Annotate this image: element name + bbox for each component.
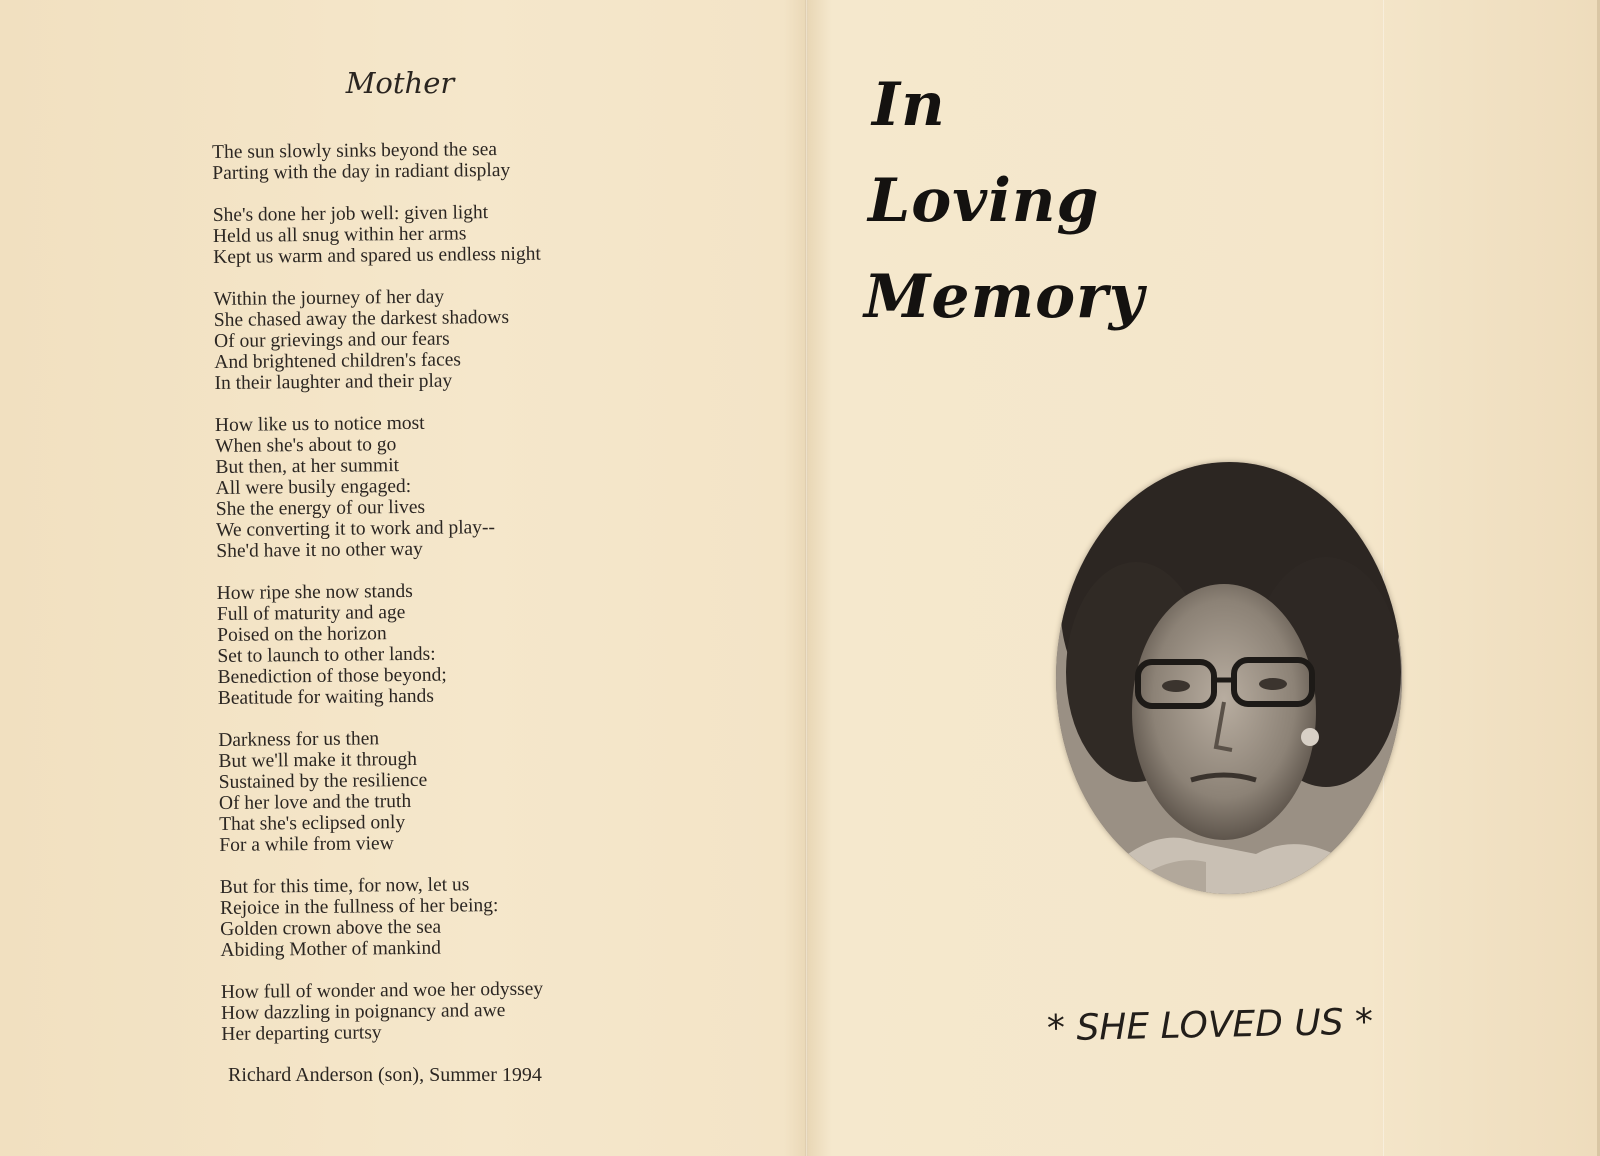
poem-line: Full of maturity and age xyxy=(216,602,406,625)
poem-line: But we'll make it through xyxy=(218,748,418,772)
poem-line: Her departing curtsy xyxy=(221,1022,382,1045)
poem-attribution: Richard Anderson (son), Summer 1994 xyxy=(228,1064,542,1086)
poem-line: In their laughter and their play xyxy=(214,370,453,394)
poem-line: Poised on the horizon xyxy=(217,623,387,646)
poem-line: She's done her job well: given light xyxy=(212,202,489,226)
poem-line: Of our grievings and our fears xyxy=(213,328,450,352)
poem-line: Parting with the day in radiant display xyxy=(212,159,511,184)
poem-line: All were busily engaged: xyxy=(215,475,412,499)
poem-line: Held us all snug within her arms xyxy=(212,223,467,247)
portrait-illustration xyxy=(1056,462,1402,894)
poem-line: Darkness for us then xyxy=(218,728,380,751)
poem-line: Golden crown above the sea xyxy=(220,916,442,940)
poem-stanza xyxy=(215,411,637,562)
poem-line: How dazzling in poignancy and awe xyxy=(221,999,506,1024)
poem-line: Of her love and the truth xyxy=(218,790,412,814)
poem-line: Sustained by the resilience xyxy=(218,769,428,793)
poem-stanza xyxy=(221,978,642,1045)
poem-line: For a while from view xyxy=(219,833,394,856)
poem-line: We converting it to work and play-- xyxy=(215,517,496,541)
cover-title-in: In xyxy=(872,70,946,140)
paper-crease xyxy=(1383,0,1384,1156)
poem-line: The sun slowly sinks beyond the sea xyxy=(212,139,498,163)
poem-line: But then, at her summit xyxy=(215,455,400,478)
poem-stanza xyxy=(218,726,639,856)
poem-line: When she's about to go xyxy=(215,434,397,457)
poem-line: Benediction of those beyond; xyxy=(217,664,447,688)
cover-tagline: * SHE LOVED US * xyxy=(1046,1001,1374,1050)
poem-title: Mother xyxy=(345,66,455,100)
poem-line: She'd have it no other way xyxy=(216,538,423,562)
poem-line: Set to launch to other lands: xyxy=(217,643,436,667)
poem-line: How full of wonder and woe her odyssey xyxy=(220,978,544,1003)
poem-stanza xyxy=(217,579,638,709)
poem-line: Beatitude for waiting hands xyxy=(217,685,435,709)
poem-line: She chased away the darkest shadows xyxy=(213,306,510,331)
poem-line: How ripe she now stands xyxy=(216,580,413,604)
cover-title-memory: Memory xyxy=(864,262,1145,332)
poem-line: Within the journey of her day xyxy=(213,286,445,310)
card-fold xyxy=(805,0,808,1156)
poem-line: Kept us warm and spared us endless night xyxy=(213,243,541,268)
poem-line: And brightened children's faces xyxy=(214,349,462,373)
portrait-photo xyxy=(1056,462,1402,894)
poem-body xyxy=(212,138,642,1066)
poem-line: Rejoice in the fullness of her being: xyxy=(219,895,499,919)
poem-stanza xyxy=(220,873,641,961)
poem-line: But for this time, for now, let us xyxy=(219,874,470,898)
poem-line: She the energy of our lives xyxy=(215,496,426,520)
poem-line: How like us to notice most xyxy=(214,412,425,436)
poem-line: That she's eclipsed only xyxy=(219,812,406,835)
poem-stanza xyxy=(212,138,632,184)
cover-title-loving: Loving xyxy=(868,166,1100,236)
poem-stanza xyxy=(213,201,634,268)
poem-stanza xyxy=(214,285,635,394)
poem-line: Abiding Mother of mankind xyxy=(220,937,442,961)
